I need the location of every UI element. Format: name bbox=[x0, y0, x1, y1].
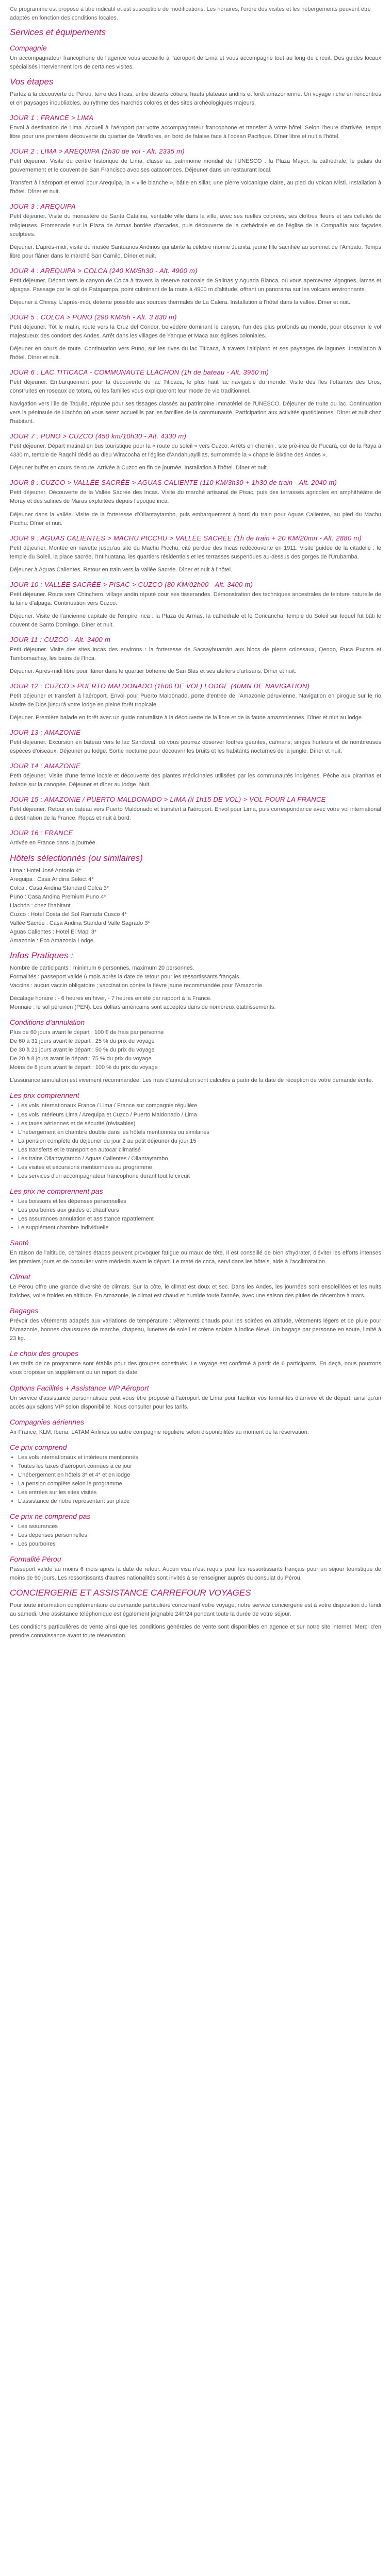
bullet-list bbox=[10, 1522, 381, 1549]
day-heading: JOUR 8 : CUZCO > VALLÉE SACRÉE > AGUAS CALIENTE (110 KM/3h30 + 1h30 de train - Alt. 2040 m) bbox=[10, 479, 337, 487]
section-heading: Vos étapes bbox=[10, 77, 54, 87]
list-item: • Les assurances bbox=[18, 1522, 381, 1531]
paragraph: Pour toute information complémentaire ou demande particulière concernant votre voyage, notre service conciergerie est à votre disposition du lundi au samedi. Une assistance téléphonique est également joignable 24h/24 pendant toute la durée de votre séjour. bbox=[10, 1602, 381, 1618]
paragraph: Petit déjeuner et transfert à l'aéroport. Envol pour Puerto Maldonado, porte d'entrée de l'Amazonie péruvienne. Navigation en pirogue sur le río Madre de Dios jusqu'à votre lodge en pleine forêt tropicale. bbox=[10, 693, 381, 708]
bullet-list bbox=[10, 1197, 381, 1232]
paragraph: Arrivée en France dans la journée. bbox=[10, 840, 97, 846]
paragraph: Lima : Hotel José Antonio 4* Arequipa : Casa Andina Select 4* Colca : Casa Andina Standard Colca 3* Puno : Casa Andina Premium Puno 4* Llachón : chez l'habitant Cuzco : Hotel Costa del Sol Ramada Cusco 4* Vallée Sacrée : Casa Andina Standard Valle Sagrado 3* Aguas Calientes : Hotel El Mapi 3* Amazonie : Eco Amazonia Lodge bbox=[10, 867, 150, 944]
paragraph: Plus de 60 jours avant le départ : 100 € de frais par personne De 60 à 31 jours avant le départ : 25 % du prix du voyage De 30 à 21 jours avant le départ : 50 % du prix du voyage De 20 à 8 jours avant le départ : 75 % du prix du voyage Moins de 8 jours avant le départ : 100 % du prix du voyage bbox=[10, 1029, 164, 1071]
paragraph: Déjeuner dans la vallée. Visite de la forteresse d'Ollantaytambo, puis embarquement à bord du train pour Aguas Calientes, au pied du Machu Picchu. Dîner et nuit. bbox=[10, 511, 381, 527]
subsection-heading: Compagnies aériennes bbox=[10, 1417, 84, 1426]
paragraph: Petit déjeuner. Visite des sites incas des environs : la forteresse de Sacsayhuamán aux blocs de pierre colossaux, Qenqo, Puca Pucara et Tambomachay, les bains de l'Inca. bbox=[10, 646, 381, 662]
paragraph: Nombre de participants : minimum 6 personnes, maximum 20 personnes. Formalités : passeport valide 6 mois après la date de retour pour les ressortissants français. Vaccins : aucun vaccin obligatoire ; vaccination contre la fièvre jaune recommandée pour l'Amazonie. bbox=[10, 964, 264, 989]
paragraph: Déjeuner. Après-midi libre pour flâner dans le quartier bohème de San Blas et ses ateliers d'artisans. Dîner et nuit. bbox=[10, 668, 297, 675]
bullet-list bbox=[10, 1453, 381, 1506]
paragraph: Petit déjeuner. Tôt le matin, route vers la Cruz del Cóndor, belvédère dominant le canyon, l'un des plus profonds au monde, pour observer le vol majestueux des condors des Andes. Arrêt dans les villages de Yanque et Maca aux églises coloniales. bbox=[10, 324, 381, 339]
intro-note: Ce programme est proposé à titre indicatif et est susceptible de modifications. Les horaires, l'ordre des visites et les hébergements peuvent être adaptés en fonction des conditions locales. bbox=[10, 6, 371, 21]
paragraph: Un service d'assistance personnalisée peut vous être proposé à l'aéroport de Lima pour faciliter vos formalités d'arrivée et de départ, ainsi qu'un accès aux salons VIP selon disponibilité. Nous consulter pour les tarifs. bbox=[10, 1395, 381, 1410]
paragraph: Transfert à l'aéroport et envol pour Arequipa, la « ville blanche », bâtie en sillar, une pierre volcanique claire, au pied du volcan Misti. Installation à l'hôtel. Dîner et nuit. bbox=[10, 180, 381, 195]
paragraph: Petit déjeuner. Retour en bateau vers Puerto Maldonado et transfert à l'aéroport. Envol pour Lima, puis correspondance avec votre vol international à destination de la France. Repas et nuit à bord. bbox=[10, 806, 381, 822]
paragraph: Petit déjeuner. Visite d'une ferme locale et découverte des plantes médicinales utilisées par les communautés indigènes. Pêche aux piranhas et balade sur la canopée. Déjeuner et dîner au lodge. Nuit. bbox=[10, 773, 381, 788]
day-heading: JOUR 7 : PUNO > CUZCO (450 km/10h30 - Alt. 4330 m) bbox=[10, 432, 187, 440]
paragraph: Navigation vers l'île de Taquile, réputée pour ses tissages classés au patrimoine immatériel de l'UNESCO. Déjeuner de truite du lac. Continuation vers la péninsule de Llachón où vous serez accueillis par les familles de la communauté. Participation aux activités quotidiennes. Dîner et nuit chez l'habitant. bbox=[10, 401, 381, 425]
subsection-heading: Ce prix comprend bbox=[10, 1443, 67, 1451]
list-item: • Les boissons et les dépenses personnelles bbox=[18, 1197, 381, 1206]
day-heading: JOUR 5 : COLCA > PUNO (290 KM/5h - Alt. 3 830 m) bbox=[10, 313, 177, 321]
day-heading: JOUR 6 : LAC TITICACA - COMMUNAUTÉ LLACHON (1h de bateau - Alt. 3950 m) bbox=[10, 368, 269, 377]
subsection-heading: Formalité Pérou bbox=[10, 1555, 61, 1564]
paragraph: Petit déjeuner. Embarquement pour la découverte du lac Titicaca, le plus haut lac navigable du monde. Visite des îles flottantes des Uros, construites en roseaux de totora, où les familles vous expliqueront leur mode de vie traditionnel. bbox=[10, 379, 381, 395]
paragraph: Petit déjeuner. Visite du centre historique de Lima, classé au patrimoine mondial de l'UNESCO : la Plaza Mayor, la cathédrale, le palais du gouvernement et le couvent de San Francisco avec ses catacombes. Déjeuner dans un restaurant local. bbox=[10, 158, 381, 174]
paragraph: Déjeuner. Visite de l'ancienne capitale de l'empire inca : la Plaza de Armas, la cathédrale et le Coricancha, temple du Soleil sur lequel fut bâti le couvent de Santo Domingo. Dîner et nuit. bbox=[10, 613, 381, 628]
subsection-heading: Bagages bbox=[10, 1307, 39, 1315]
paragraph: Les tarifs de ce programme sont établis pour des groupes constitués. Le voyage est confirmé à partir de 6 participants. En deçà, nous pourrons vous proposer un supplément ou un report de date. bbox=[10, 1361, 381, 1376]
subsection-heading: Le choix des groupes bbox=[10, 1349, 79, 1358]
subsection-heading: Climat bbox=[10, 1273, 30, 1281]
list-item: • Les pourboires bbox=[18, 1540, 381, 1549]
day-heading: JOUR 15 : AMAZONIE / PUERTO MALDONADO > LIMA (il 1h15 DE VOL) > VOL POUR LA FRANCE bbox=[10, 795, 326, 804]
day-heading: JOUR 10 : VALLÉE SACRÉE > PISAC > CUZCO (80 KM/02h00 - Alt. 3400 m) bbox=[10, 580, 253, 588]
paragraph: Déjeuner. Première balade en forêt avec un guide naturaliste à la découverte de la flore et de la faune amazoniennes. Dîner et nuit au lodge. bbox=[10, 715, 363, 721]
subsection-heading: Compagnie bbox=[10, 44, 47, 52]
paragraph: Déjeuner. L'après-midi, visite du musée Santuarios Andinos qui abrite la célèbre momie Juanita, jeune fille sacrifiée au sommet de l'Ampato. Temps libre pour flâner dans le marché San Camilo. Dîner et nuit. bbox=[10, 244, 381, 259]
paragraph: Passeport valide au moins 6 mois après la date de retour. Aucun visa n'est requis pour les ressortissants français pour un séjour touristique de moins de 90 jours. Les ressortissants d'autres nationalités sont invités à se renseigner auprès du consulat du Pérou. bbox=[10, 1566, 381, 1582]
paragraph: Petit déjeuner. Visite du monastère de Santa Catalina, véritable ville dans la ville, avec ses ruelles colorées, ses cloîtres fleuris et ses cellules de religieuses. Promenade sur la Plaza de Armas bordée d'arcades, puis découverte de la cathédrale et de l'église de la Compañía aux façades sculptées. bbox=[10, 213, 381, 238]
subsection-heading: Les prix ne comprennent pas bbox=[10, 1187, 103, 1195]
paragraph: Déjeuner buffet en cours de route. Arrivée à Cuzco en fin de journée. Installation à l'hôtel. Dîner et nuit. bbox=[10, 465, 268, 471]
paragraph: Déjeuner à Aguas Calientes. Retour en train vers la Vallée Sacrée. Dîner et nuit à l'hôtel. bbox=[10, 566, 233, 573]
list-item: • Les transferts et le transport en autocar climatisé bbox=[18, 1146, 381, 1155]
paragraph: L'assurance annulation est vivement recommandée. Les frais d'annulation sont calculés à partir de la date de réception de votre demande écrite. bbox=[10, 1077, 373, 1084]
day-heading: JOUR 16 : FRANCE bbox=[10, 829, 73, 837]
day-heading: JOUR 1 : FRANCE > LIMA bbox=[10, 114, 94, 122]
day-heading: JOUR 3 : AREQUIPA bbox=[10, 202, 76, 211]
paragraph: Les conditions particulières de vente ainsi que les conditions générales de vente sont disponibles en agence et sur notre site internet. Merci d'en prendre connaissance avant toute réservation. bbox=[10, 1624, 381, 1639]
list-item: • L'assistance de notre représentant sur place bbox=[18, 1497, 381, 1506]
list-item: • La pension complète selon le programme bbox=[18, 1480, 381, 1488]
paragraph: Un accompagnateur francophone de l'agence vous accueille à l'aéroport de Lima et vous accompagne tout au long du circuit. Des guides locaux spécialisés interviennent lors de certaines visites. bbox=[10, 55, 381, 71]
list-item: • Les vols internationaux France / Lima / France sur compagnie régulière bbox=[18, 1101, 381, 1110]
paragraph: Envol à destination de Lima. Accueil à l'aéroport par votre accompagnateur francophone et transfert à votre hôtel. Selon l'heure d'arrivée, temps libre pour une première découverte du quartier de Miraflores, en bord de falaise face à l'océan Pacifique. Dîner libre et nuit à l'hôtel. bbox=[10, 125, 381, 140]
day-heading: JOUR 9 : AGUAS CALIENTES > MACHU PICCHU > VALLÉE SACRÉE (1h de train + 20 KM/20mn - Alt. 2880 m) bbox=[10, 534, 362, 542]
paragraph: Air France, KLM, Iberia, LATAM Airlines ou autre compagnie régulière selon disponibilités au moment de la réservation. bbox=[10, 1429, 309, 1435]
paragraph: Décalage horaire : - 6 heures en hiver, - 7 heures en été par rapport à la France. Monnaie : le sol péruvien (PEN). Les dollars américains sont acceptés dans de nombreux établissements. bbox=[10, 995, 276, 1011]
bullet-list bbox=[10, 1101, 381, 1180]
list-item: • Les assurances annulation et assistance rapatriement bbox=[18, 1215, 381, 1224]
list-item: • Les vols intérieurs Lima / Arequipa et Cuzco / Puerto Maldonado / Lima bbox=[18, 1111, 381, 1120]
paragraph: Petit déjeuner. Montée en navette jusqu'au site du Machu Picchu, cité perdue des Incas redécouverte en 1911. Visite guidée de la citadelle : le temple du Soleil, la place sacrée, l'Intihuatana, les quartiers résidentiels et les terrasses suspendues au-dessus des gorges de l'Urubamba. bbox=[10, 545, 381, 560]
paragraph: Petit déjeuner. Départ matinal en bus touristique pour la « route du soleil » vers Cuzco. Arrêts en chemin : site pré-inca de Pucará, col de la Raya à 4330 m, temple de Raqchi dédié au dieu Wiracocha et l'église d'Andahuaylillas, surnommée la « chapelle Sixtine des Andes ». bbox=[10, 443, 381, 459]
day-heading: JOUR 4 : AREQUIPA > COLCA (240 KM/5h30 - Alt. 4900 m) bbox=[10, 266, 198, 275]
list-item: • Les dépenses personnelles bbox=[18, 1531, 381, 1540]
list-item: • Toutes les taxes d'aéroport connues à ce jour bbox=[18, 1462, 381, 1471]
list-item: • Les services d'un accompagnateur francophone durant tout le circuit bbox=[18, 1172, 381, 1181]
section-heading: Services et équipements bbox=[10, 27, 106, 37]
list-item: • Les pourboires aux guides et chauffeurs bbox=[18, 1206, 381, 1215]
list-item: • Les visites et excursions mentionnées au programme bbox=[18, 1163, 381, 1172]
list-item: • Le supplément chambre individuelle bbox=[18, 1224, 381, 1232]
day-heading: JOUR 14 : AMAZONIE bbox=[10, 762, 81, 770]
paragraph: Petit déjeuner. Excursion en bateau vers le lac Sandoval, où vous pourrez observer loutres géantes, caïmans, singes hurleurs et de nombreuses espèces d'oiseaux. Déjeuner au lodge. Sortie nocturne pour découvrir les bruits et les habitants nocturnes de la jungle. Dîner et nuit. bbox=[10, 739, 381, 755]
paragraph: Petit déjeuner. Découverte de la Vallée Sacrée des Incas. Visite du marché artisanal de Pisac, puis des terrasses agricoles en amphithéâtre de Moray et des salines de Maras exploitées depuis l'époque inca. bbox=[10, 489, 381, 505]
paragraph: En raison de l'altitude, certaines étapes peuvent provoquer fatigue ou maux de tête. Il est conseillé de bien s'hydrater, d'éviter les efforts intenses les premiers jours et de consulter votre médecin avant le départ. Le maté de coca, servi dans les hôtels, aide à l'acclimatation. bbox=[10, 1250, 381, 1265]
list-item: • La pension complète du déjeuner du jour 2 au petit déjeuner du jour 15 bbox=[18, 1137, 381, 1146]
day-heading: JOUR 13 : AMAZONIE bbox=[10, 728, 81, 737]
paragraph: Petit déjeuner. Route vers Chinchero, village andin réputé pour ses tisserandes. Démonstration des techniques ancestrales de teinture naturelle de la laine d'alpaga. Continuation vers Cuzco. bbox=[10, 591, 381, 606]
subsection-heading: Ce prix ne comprend pas bbox=[10, 1512, 91, 1520]
paragraph: Petit déjeuner. Départ vers le canyon de Colca à travers la réserve nationale de Salinas y Aguada Blanca, où vous apercevrez vigognes, lamas et alpagas. Passage par le col de Patapampa, point culminant de la route à 4900 m d'altitude, offrant un panorama sur les volcans environnants. bbox=[10, 277, 381, 293]
section-heading: Infos Pratiques : bbox=[10, 950, 73, 960]
day-heading: JOUR 12 : CUZCO > PUERTO MALDONADO (1h00 DE VOL) LODGE (40MN DE NAVIGATION) bbox=[10, 682, 310, 690]
day-heading: JOUR 2 : LIMA > AREQUIPA (1h30 de vol - Alt. 2335 m) bbox=[10, 147, 185, 156]
list-item: • L'hébergement en hôtels 3* et 4* et en lodge bbox=[18, 1471, 381, 1480]
list-item: • Les vols internationaux et intérieurs mentionnés bbox=[18, 1453, 381, 1462]
day-heading: JOUR 11 : CUZCO - Alt. 3400 m bbox=[10, 635, 111, 643]
subsection-heading: Conditions d'annulation bbox=[10, 1018, 85, 1027]
list-item: • L'hébergement en chambre double dans les hôtels mentionnés ou similaires bbox=[18, 1128, 381, 1137]
paragraph: Le Pérou offre une grande diversité de climats. Sur la côte, le climat est doux et sec. Dans les Andes, les journées sont ensoleillées et les nuits fraîches, voire froides en altitude. En Amazonie, le climat est chaud et humide toute l'année, avec une saison des pluies de décembre à mars. bbox=[10, 1284, 381, 1299]
list-item: • Les taxes aériennes et de sécurité (révisables) bbox=[18, 1120, 381, 1128]
paragraph: Déjeuner en cours de route. Continuation vers Puno, sur les rives du lac Titicaca, à travers l'altiplano et ses paysages de lagunes. Installation à l'hôtel. Dîner et nuit. bbox=[10, 345, 381, 361]
subsection-heading: Santé bbox=[10, 1239, 29, 1247]
document-content bbox=[10, 27, 381, 1640]
paragraph: Prévoir des vêtements adaptés aux variations de température : vêtements chauds pour les soirées en altitude, vêtements légers et de pluie pour l'Amazonie, bonnes chaussures de marche, chapeau, lunettes de soleil et crème solaire à indice élevé. Un bagage par personne en soute, limité à 23 kg. bbox=[10, 1318, 381, 1342]
subsection-heading: Options Facilités + Assistance VIP Aéroport bbox=[10, 1383, 149, 1392]
paragraph: Déjeuner à Chivay. L'après-midi, détente possible aux sources thermales de La Calera. Installation à l'hôtel dans la vallée. Dîner et nuit. bbox=[10, 299, 351, 306]
section-heading: CONCIERGERIE ET ASSISTANCE CARREFOUR VOYAGES bbox=[10, 1588, 251, 1598]
section-heading: Hôtels sélectionnés (ou similaires) bbox=[10, 853, 143, 863]
subsection-heading: Les prix comprennent bbox=[10, 1091, 79, 1100]
list-item: • Les entrées sur les sites visités bbox=[18, 1488, 381, 1497]
paragraph: Partez à la découverte du Pérou, terre des Incas, entre déserts côtiers, hauts plateaux andins et forêt amazonienne. Un voyage riche en rencontres et en paysages inoubliables, au rythme des marchés colorés et des sites archéologiques majeurs. bbox=[10, 91, 381, 107]
list-item: • Les trains Ollantaytambo / Aguas Calientes / Ollantaytambo bbox=[18, 1155, 381, 1163]
